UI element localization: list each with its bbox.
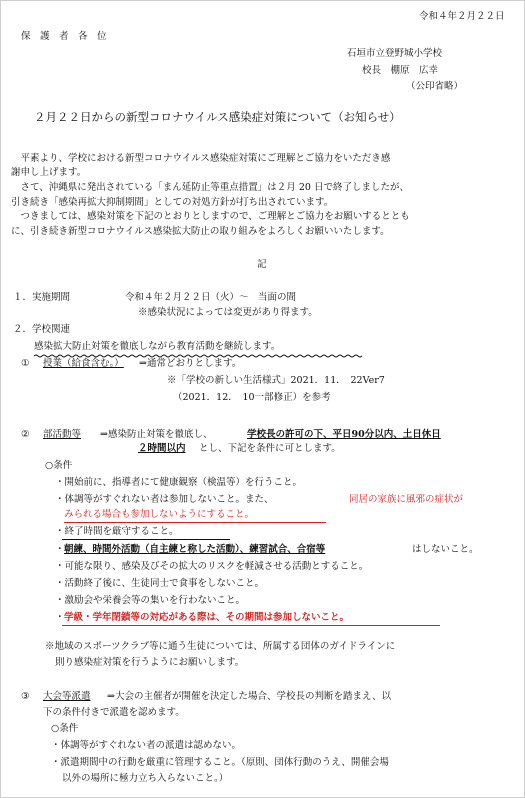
condition-8-red-underline [62,625,440,626]
intro-line-6: に、引き続き新型コロナウイルス感染拡大防止の取り組みをよろしくお願いいたします。 [11,226,390,237]
dispatch-condition-2-cont: 以外の場所に極力立ち入らないこと。） [62,773,229,784]
item-1-reference-1: ※「学校の新しい生活様式」2021．11． 22Ver7 [167,375,385,386]
item-2-number: ② [21,429,30,440]
document-title: ２月２２日からの新型コロナウイルス感染症対策について（お知らせ） [34,110,401,124]
intro-line-1: 平素より、学校における新型コロナウイルス感染症対策にご理解とご協力をいただき感 [11,153,391,164]
sports-club-note-2: 則り感染症対策を行うようにお願いします。 [55,657,245,668]
condition-8: 学級・学年閉鎖等の対応がある際は、その期間は参加しないこと。 [64,612,350,623]
item-3-label: 大会等派遣 [43,691,91,702]
intro-line-2: 謝申し上げます。 [11,167,87,178]
dispatch-condition-1: ・体調等がすぐれない者の派遣は認めない。 [51,740,242,751]
condition-4a: 朝練、時間外活動（自主練と称した活動）、練習試合、合宿等 [64,544,326,555]
condition-3-underline [62,539,230,540]
condition-2b: 同居の家族に風邪の症状が [349,494,464,505]
intro-line-4: 引き続き「感染再拡大抑制期間」としての対処方針が打ち出されています。 [11,197,334,208]
section-1-number: １．実施期間 [13,292,71,303]
item-2-label: 部活動等 [43,429,82,440]
intro-line-5: つきましては、感染対策を下記のとおりとしますので、ご理解とご協力をお願いするととも [11,211,410,222]
condition-4-bullet: ・ [55,544,65,555]
item-2-text-b: 学校長の許可の下、平日90分以内、土日休日 [247,429,441,440]
condition-4b: はしないこと。 [412,544,479,555]
condition-1: ・開始前に、指導者にて健康観察（検温等）を行うこと。 [55,477,303,488]
item-1-text: ⇒通常どおりとします。 [139,358,242,369]
item-1-reference-2: （2021．12． 10一部修正）を参考 [173,392,331,403]
condition-7: ・激励会や栄養会等の集いを行わないこと。 [55,595,246,606]
recipient: 保 護 者 各 位 [21,31,107,42]
conditions-heading: ○条件 [45,460,73,471]
principal-name: 校長 棚原 広幸 [362,65,439,76]
condition-2c: みられる場合も参加しないようにすること。 [64,509,255,520]
dispatch-condition-2: ・派遣期間中の行動を厳重に管理すること。（原則、団体行動のうえ、開催会場 [51,757,389,768]
condition-2a: ・体調等がすぐれない者は参加しないこと。また、 [55,494,274,505]
item-2-text-d: とし、下記を条件に可とします。 [199,443,341,454]
period-note: ※感染状況によっては変更があり得ます。 [138,307,318,318]
item-3-text-2: 下の条件付きで派遣を認めます。 [43,707,185,718]
item-3-number: ③ [21,691,30,702]
section-2-number: ２．学校関連 [13,324,71,335]
item-2-text-a: ⇒感染防止対策を徹底し、 [100,429,213,440]
condition-2-red-underline [64,522,326,523]
sports-club-note-1: ※地域のスポーツクラブ等に通う生徒については、所属する団体のガイドラインに [45,641,396,652]
ki-heading: 記 [257,259,267,270]
dispatch-conditions-heading: ○条件 [51,723,79,734]
seal-note: （公印省略） [406,81,464,92]
condition-3: ・終了時間を厳守すること。 [55,526,179,537]
item-3-text: ⇒大会の主催者が開催を決定した場合、学校長の判断を踏まえ、以 [107,691,392,702]
condition-6: ・活動終了後に、生徒同士で食事をしないこと。 [55,578,265,589]
item-1-number: ① [21,358,30,369]
school-name: 石垣市立登野城小学校 [347,48,443,59]
policy-statement: 感染拡大防止対策を徹底しながら教育活動を継続します。 [34,341,281,352]
issue-date: 令和４年２月２２日 [419,11,505,22]
item-2-text-c: ２時間以内 [138,443,186,454]
period-value: 令和４年２月２２日（火）～ 当面の間 [125,292,297,303]
intro-line-3: さて、沖縄県に発出されている「まん延防止等重点措置」は２月 20 日で終了しましたが、 [11,182,409,193]
item-1-label: 授業（給食含む。） [43,358,124,369]
condition-8-bullet: ・ [55,612,65,623]
condition-5: ・可能な限り、感染及びその拡大のリスクを軽減させる活動とすること。 [55,561,369,572]
